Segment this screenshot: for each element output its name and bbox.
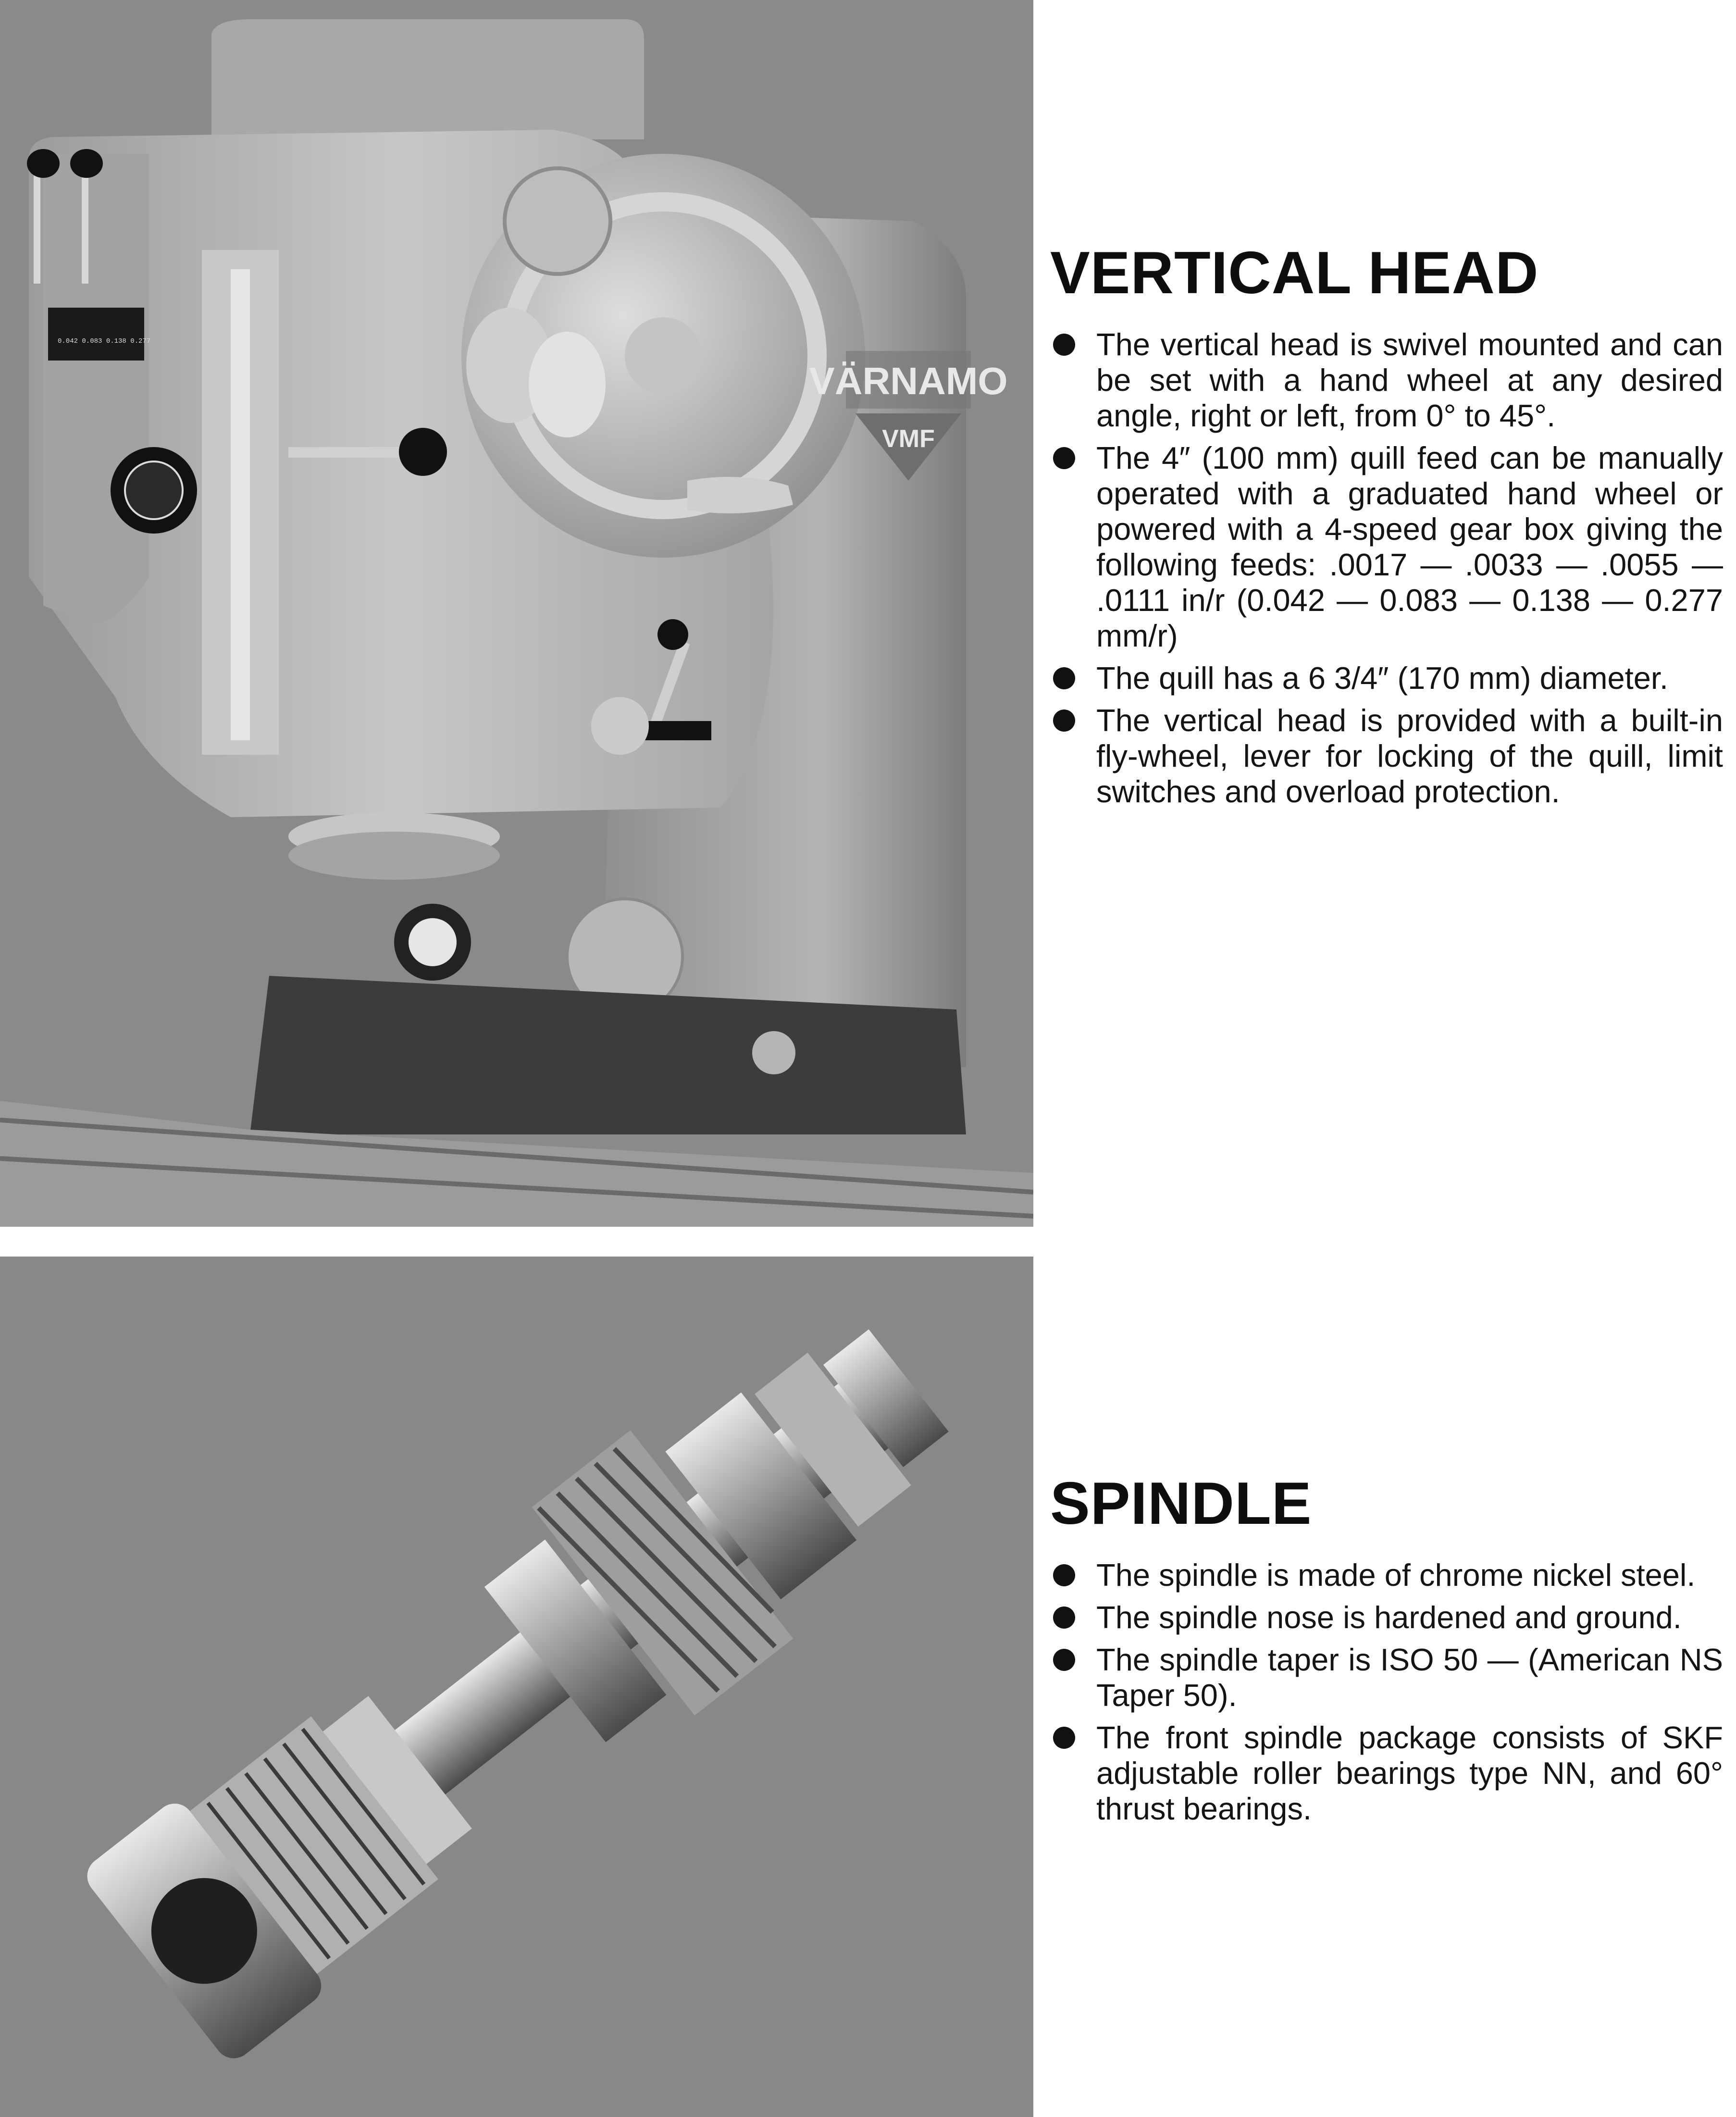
brand-logo-text: VÄRNAMO: [809, 360, 1008, 402]
bullet-icon: [1053, 1727, 1075, 1749]
list-item-text: The front spindle package consists of SKF adjustable roller bearings type NN, and 60° thrust bearings.: [1096, 1720, 1723, 1827]
list-item-text: The spindle is made of chrome nickel steel.: [1096, 1557, 1696, 1593]
list-item-text: The vertical head is provided with a built-in fly-wheel, lever for locking of the quill, limit switches and overload protection.: [1096, 703, 1723, 809]
vertical-head-photo: [0, 0, 1033, 1227]
bullet-icon: [1053, 447, 1075, 469]
vertical-head-section: [1050, 240, 1723, 816]
list-item-text: The 4″ (100 mm) quill feed can be manually operated with a graduated hand wheel or powered with a 4-speed gear box giving the following feeds: .0017 — .0033 — .0055 — .0111 in/r (0.042 — 0.083 — 0.138 — 0.277 mm/r): [1096, 440, 1723, 654]
list-item: [1050, 327, 1723, 434]
spindle-title: SPINDLE: [1050, 1470, 1312, 1537]
bullet-icon: [1053, 710, 1075, 732]
list-item-text: The vertical head is swivel mounted and can be set with a hand wheel at any desired angle, right or left, from 0° to 45°.: [1096, 327, 1723, 434]
bullet-icon: [1053, 1606, 1075, 1629]
spindle-photo: [0, 1257, 1033, 2117]
bullet-icon: [1053, 334, 1075, 356]
vertical-head-title: VERTICAL HEAD: [1050, 240, 1539, 306]
list-item: [1050, 440, 1723, 654]
vertical-head-bullet-list: [1050, 327, 1723, 809]
bullet-icon: [1053, 667, 1075, 689]
vertical-head-illustration: [0, 0, 1033, 1227]
list-item-text: The quill has a 6 3/4″ (170 mm) diameter.: [1096, 660, 1668, 696]
spindle-bullet-list: [1050, 1557, 1723, 1827]
list-item: [1050, 1600, 1723, 1635]
list-item: [1050, 1720, 1723, 1827]
spindle-section: [1050, 1471, 1723, 1833]
list-item: [1050, 703, 1723, 809]
brand-monogram: VMF: [882, 425, 935, 453]
spindle-illustration: [0, 1257, 1033, 2117]
list-item: [1050, 1642, 1723, 1713]
list-item: [1050, 660, 1723, 696]
bullet-icon: [1053, 1649, 1075, 1671]
feed-label-plate: [58, 336, 154, 356]
list-item: [1050, 1557, 1723, 1593]
list-item-text: The spindle nose is hardened and ground.: [1096, 1600, 1682, 1635]
list-item-text: The spindle taper is ISO 50 — (American NS Taper 50).: [1096, 1642, 1723, 1713]
bullet-icon: [1053, 1564, 1075, 1586]
feed-label-text: 0.042 0.083 0.138 0.277: [58, 337, 151, 345]
